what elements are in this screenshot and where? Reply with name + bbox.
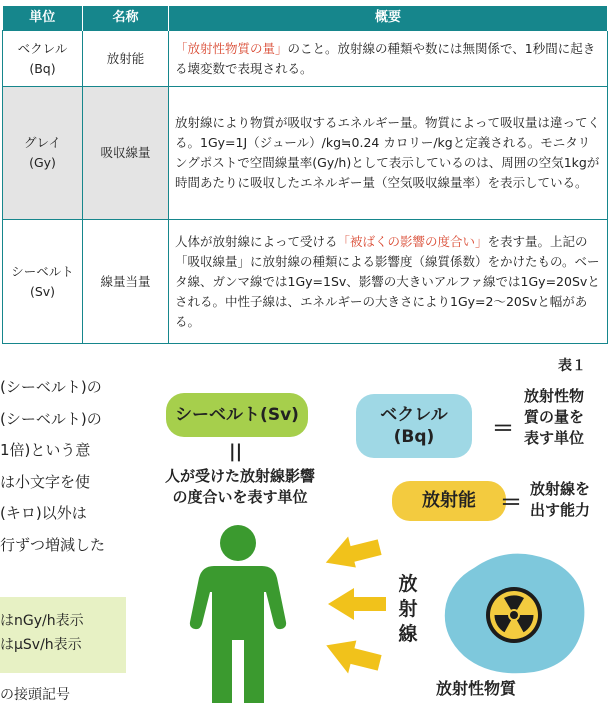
unit-cell — [3, 87, 83, 220]
body-line: (キロ)以外は — [0, 504, 87, 522]
name-cell: 放射能 — [83, 31, 169, 87]
unit-name: ベクレル — [17, 40, 68, 56]
desc-line: の度合いを表す単位 — [172, 488, 308, 506]
body-text-column — [0, 372, 134, 561]
table-row — [3, 220, 608, 344]
label-char: 放 — [398, 573, 418, 595]
note-line: はμSv/h表示 — [0, 637, 82, 653]
unit-symbol: (Sv) — [29, 283, 56, 299]
summary-text: のこと。放射線の種類や数には無関係で、1秒間に起きる壊変数で表現される。 — [175, 40, 596, 76]
desc-line: 放射線を — [530, 480, 591, 498]
label-char: 射 — [398, 598, 418, 620]
body-line: (シーベルト)の — [0, 409, 102, 428]
radiation-units-table — [2, 6, 608, 344]
equals-sign: ＝ — [492, 417, 515, 442]
body-line: (シーベルト)の — [0, 378, 102, 396]
becquerel-pill — [356, 394, 472, 458]
desc-line: 出す能力 — [530, 501, 591, 519]
summary-cell — [169, 31, 608, 87]
arrow-icon — [322, 636, 384, 678]
radiation-icon — [484, 585, 544, 645]
name-cell: 吸収線量 — [83, 87, 169, 220]
cut-off-text: の接頭記号 — [0, 687, 70, 703]
desc-line: 放射性物 — [524, 387, 585, 405]
sievert-pill: シーベルト(Sv) — [166, 393, 308, 437]
name-cell: 線量当量 — [83, 220, 169, 344]
summary-cell: 放射線により物質が吸収するエネルギー量。物質によって吸収量は違ってくる。1Gy=1J（ジュール）/kg≒0.24 カロリー/kgと定義される。モニタリングポストで空間線量率(Gy/h)として表示しているのは、周囲の空気1kgが時間あたりに吸収したエネルギー量（空気吸収線量率）を表示している。 — [169, 87, 608, 220]
body-line: 1倍)という意 — [0, 441, 91, 459]
table-header-row — [3, 6, 608, 31]
note-box — [0, 597, 126, 673]
unit-cell — [3, 220, 83, 344]
unit-name: グレイ — [24, 135, 61, 150]
header-unit: 単位 — [3, 6, 83, 31]
desc-line: 表す単位 — [524, 429, 585, 447]
desc-line: 質の量を — [524, 408, 585, 426]
body-line: 行ずつ増減した — [0, 535, 106, 554]
arrow-icon — [322, 530, 384, 570]
note-line: はnGy/h表示 — [0, 613, 84, 629]
header-summary: 概要 — [169, 6, 608, 31]
activity-description — [530, 479, 590, 521]
highlight-text: 「被ばくの影響の度合い」 — [337, 233, 488, 249]
arrow-icon — [326, 586, 388, 622]
body-line: は小文字を使 — [0, 472, 91, 491]
summary-cell — [169, 220, 608, 344]
summary-text-pre: 人体が放射線によって受ける — [175, 233, 338, 249]
unit-name: シーベルト — [11, 263, 74, 279]
activity-pill: 放射能 — [392, 481, 506, 521]
figure-caption: 表１ — [558, 358, 586, 374]
table-row — [3, 31, 608, 87]
unit-symbol: (Bq) — [29, 60, 56, 76]
pill-line: ベクレル — [380, 405, 448, 425]
material-label: 放射性物質 — [436, 679, 517, 698]
equals-sign: ＝ — [500, 491, 523, 516]
radiation-label — [396, 572, 420, 647]
highlight-text: 「放射性物質の量」 — [175, 40, 288, 56]
header-name: 名称 — [83, 6, 169, 31]
desc-line: 人が受けた放射線影響 — [164, 467, 315, 485]
equals-vertical: || — [229, 441, 243, 462]
pill-line: (Bq) — [393, 427, 435, 447]
summary-text: を表す量。上記の「吸収線量」に放射線の種類による影響度（線質係数）をかけたもの。ベータ線、ガンマ線では1Gy=1Sv、影響の大きいアルファ線では1Gy=20Svとされる。中性子線は、エネルギーの大きさにより1Gy=2〜20Svと幅がある。 — [175, 233, 600, 329]
person-icon — [188, 522, 288, 703]
unit-symbol: (Gy) — [29, 155, 56, 170]
becquerel-description — [524, 386, 584, 449]
label-char: 線 — [398, 623, 418, 645]
unit-cell — [3, 31, 83, 87]
sievert-description — [150, 466, 330, 508]
table-row — [3, 87, 608, 220]
